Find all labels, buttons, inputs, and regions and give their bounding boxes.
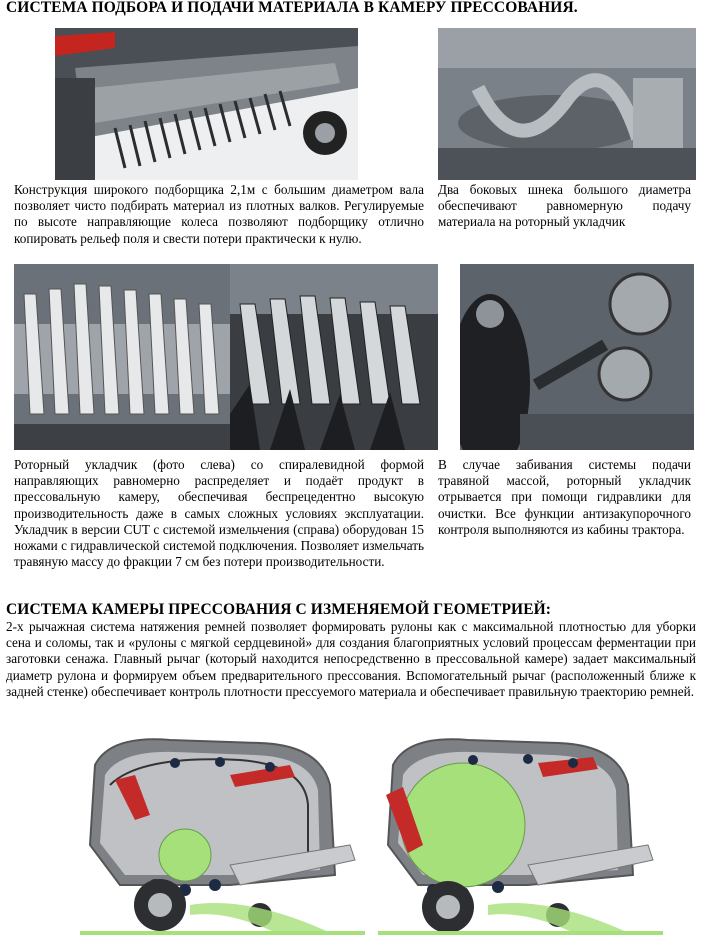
pickup-description: Конструкция широкого подборщика 2,1м с большим диаметром вала позволяет чисто подбирать материал из плотных валков. Регулируемые по высоте направляющие колеса позволяют подборщику отлично копировать рельеф поля и свести потери практически к нулю.	[14, 182, 424, 246]
augers-photo	[438, 28, 696, 180]
unblocking-photo	[460, 264, 694, 450]
rotor-cut-photo	[230, 264, 438, 450]
section-title-chamber: СИСТЕМА КАМЕРЫ ПРЕССОВАНИЯ С ИЗМЕНЯЕМОЙ ГЕОМЕТРИЕЙ:	[6, 601, 552, 618]
rotor-photo	[14, 264, 230, 450]
augers-description: Два боковых шнека большого диаметра обеспечивают равномерную подачу материала на роторный укладчик	[438, 182, 691, 230]
rotor-description: Роторный укладчик (фото слева) со спиралевидной формой направляющих равномерно распределяет и подаёт продукт в прессовальную камеру, обеспечивая беспрецедентно высокую производительность даже в самых сложных условиях эксплуатации. Укладчик в версии CUT с системой измельчения (справа) оборудован 15 ножами с гидравлической системой подключения. Позволяет измельчать травяную массу до фракции 7 см без потери производительности.	[14, 457, 424, 570]
chamber-description: 2-х рычажная система натяжения ремней позволяет формировать рулоны как с максимальной плотностью для уборки сена и соломы, так и «рулоны с мягкой сердцевиной» для создания благоприятных условий процессам ферментации при заготовки сенажа. Главный рычаг (который находится непосредственно в прессовальной камере) задает максимальный диаметр рулона и формируем объем предварительного прессования. Вспомогательный рычаг (расположенный ближе к задней стенке) обеспечивает контроль плотности прессуемого материала и обеспечивает правильную траекторию ремней.	[6, 619, 696, 699]
pickup-photo	[55, 28, 358, 180]
unblock-description: В случае забивания системы подачи травяной массой, роторный укладчик отрывается при помощи гидравлики для очистки. Все функции антизакупорочного контроля выполняются из кабины трактора.	[438, 457, 691, 537]
chamber-diagram-full-bale	[378, 725, 663, 935]
chamber-diagram-small-bale	[80, 725, 365, 935]
section-title-feeding: СИСТЕМА ПОДБОРА И ПОДАЧИ МАТЕРИАЛА В КАМЕРУ ПРЕССОВАНИЯ.	[6, 0, 578, 16]
